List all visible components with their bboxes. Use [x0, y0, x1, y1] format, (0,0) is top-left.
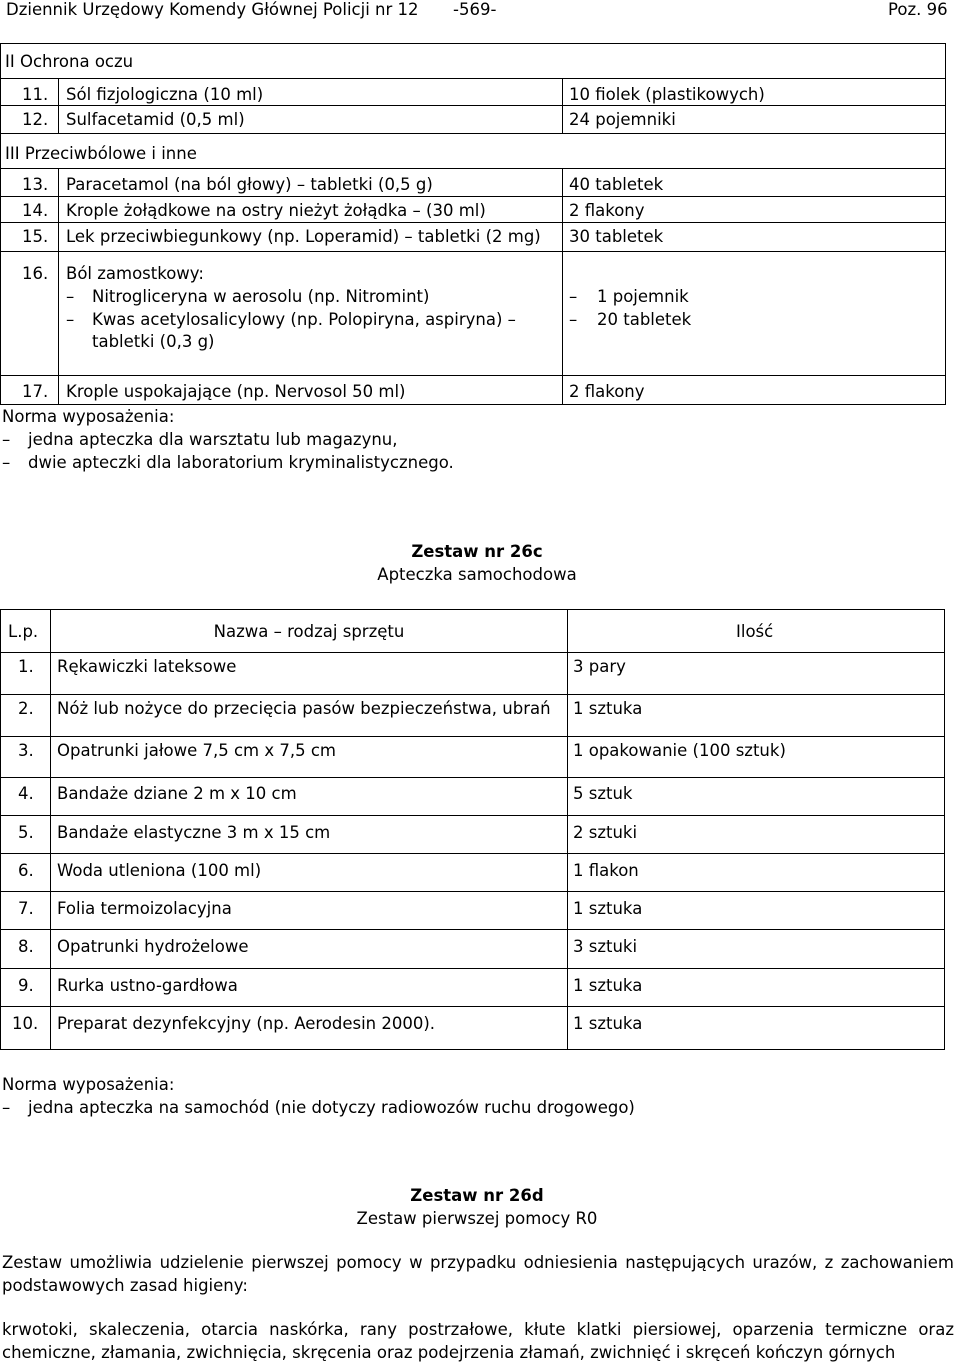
kit-26d-title: Zestaw nr 26d: [410, 1186, 544, 1205]
row-number: 3.: [18, 741, 34, 760]
row-number: 16.: [22, 264, 49, 283]
item-quantity: 3 sztuki: [573, 937, 638, 956]
row-number: 11.: [22, 85, 49, 104]
dash-bullet: –: [569, 287, 578, 306]
section-painkillers: III Przeciwbólowe i inne: [5, 144, 197, 163]
item-quantity: 30 tabletek: [569, 227, 664, 246]
dash-bullet: –: [2, 1098, 11, 1117]
dash-bullet: –: [66, 310, 75, 329]
item-quantity: 1 flakon: [573, 861, 639, 880]
row-number: 1.: [18, 657, 34, 676]
item-name: Krople uspokajające (np. Nervosol 50 ml): [66, 382, 406, 401]
kit-26d-subtitle: Zestaw pierwszej pomocy R0: [356, 1209, 598, 1228]
item-name: Opatrunki hydrożelowe: [57, 937, 249, 956]
row-number: 10.: [12, 1014, 39, 1033]
journal-title: Dziennik Urzędowy Komendy Głównej Policji nr 12: [6, 0, 419, 19]
item-name: Sulfacetamid (0,5 ml): [66, 110, 245, 129]
row-number: 13.: [22, 175, 49, 194]
kit-26d-injuries: krwotoki, skaleczenia, otarcia naskórka, rany postrzałowe, kłute klatki piersiowej, oparzenia termiczne oraz chemiczne, złamania, zwichnięcia, skręcenia oraz podejrzenia złamań, zwichnięć i skręceń kończyn górnych: [2, 1320, 954, 1362]
item-quantity: 1 sztuka: [573, 699, 643, 718]
row-number: 15.: [22, 227, 49, 246]
item-quantity: 1 pojemnik: [597, 287, 689, 306]
item-quantity: 1 sztuka: [573, 899, 643, 918]
norm-item: jedna apteczka na samochód (nie dotyczy radiowozów ruchu drogowego): [28, 1098, 635, 1117]
kit-26d-description: Zestaw umożliwia udzielenie pierwszej pomocy w przypadku odniesienia następujących urazów, z zachowaniem podstawowych zasad higieny:: [2, 1253, 954, 1295]
norm-item: jedna apteczka dla warsztatu lub magazynu,: [28, 430, 398, 449]
row-number: 12.: [22, 110, 49, 129]
item-quantity: 40 tabletek: [569, 175, 664, 194]
item-name-continued: tabletki (0,3 g): [92, 332, 215, 351]
row-number: 8.: [18, 937, 34, 956]
item-name: Kwas acetylosalicylowy (np. Polopiryna, aspiryna) –: [92, 310, 516, 329]
item-quantity: 5 sztuk: [573, 784, 633, 803]
item-name: Opatrunki jałowe 7,5 cm x 7,5 cm: [57, 741, 337, 760]
item-quantity: 1 opakowanie (100 sztuk): [573, 741, 786, 760]
row-number: 6.: [18, 861, 34, 880]
dash-bullet: –: [66, 287, 75, 306]
item-name: Preparat dezynfekcyjny (np. Aerodesin 2000).: [57, 1014, 436, 1033]
page-number: -569-: [453, 0, 497, 19]
item-quantity: 20 tabletek: [597, 310, 692, 329]
item-name: Paracetamol (na ból głowy) – tabletki (0,5 g): [66, 175, 433, 194]
section-eye-protection: II Ochrona oczu: [5, 52, 134, 71]
row-number: 5.: [18, 823, 34, 842]
item-quantity: 2 sztuki: [573, 823, 638, 842]
item-quantity: 1 sztuka: [573, 976, 643, 995]
row-number: 9.: [18, 976, 34, 995]
item-name: Nóż lub nożyce do przecięcia pasów bezpieczeństwa, ubrań: [57, 699, 551, 718]
kit-26c-subtitle: Apteczka samochodowa: [377, 565, 577, 584]
row-number: 7.: [18, 899, 34, 918]
item-quantity: 3 pary: [573, 657, 626, 676]
col-header-qty: Ilość: [736, 622, 774, 641]
item-name: Nitrogliceryna w aerosolu (np. Nitromint): [92, 287, 430, 306]
dash-bullet: –: [2, 453, 11, 472]
norm-heading: Norma wyposażenia:: [2, 407, 175, 426]
item-quantity: 2 flakony: [569, 382, 645, 401]
item-name: Folia termoizolacyjna: [57, 899, 232, 918]
item-name: Sól fizjologiczna (10 ml): [66, 85, 264, 104]
row-number: 2.: [18, 699, 34, 718]
item-quantity: 1 sztuka: [573, 1014, 643, 1033]
position-number: Poz. 96: [888, 0, 948, 19]
item-name: Lek przeciwbiegunkowy (np. Loperamid) – tabletki (2 mg): [66, 227, 541, 246]
item-name: Woda utleniona (100 ml): [57, 861, 262, 880]
col-header-name: Nazwa – rodzaj sprzętu: [213, 622, 405, 641]
item-name: Rękawiczki lateksowe: [57, 657, 237, 676]
item-quantity: 2 flakony: [569, 201, 645, 220]
dash-bullet: –: [2, 430, 11, 449]
kit-26c-title: Zestaw nr 26c: [411, 542, 543, 561]
item-group-title: Ból zamostkowy:: [66, 264, 204, 283]
row-number: 14.: [22, 201, 49, 220]
item-name: Bandaże dziane 2 m x 10 cm: [57, 784, 297, 803]
item-name: Bandaże elastyczne 3 m x 15 cm: [57, 823, 331, 842]
item-quantity: 10 fiolek (plastikowych): [569, 85, 765, 104]
col-header-lp: L.p.: [8, 622, 39, 641]
row-number: 4.: [18, 784, 34, 803]
item-name: Krople żołądkowe na ostry nieżyt żołądka – (30 ml): [66, 201, 486, 220]
item-quantity: 24 pojemniki: [569, 110, 676, 129]
norm-item: dwie apteczki dla laboratorium kryminalistycznego.: [28, 453, 454, 472]
item-name: Rurka ustno-gardłowa: [57, 976, 238, 995]
dash-bullet: –: [569, 310, 578, 329]
row-number: 17.: [22, 382, 49, 401]
norm-heading: Norma wyposażenia:: [2, 1075, 175, 1094]
